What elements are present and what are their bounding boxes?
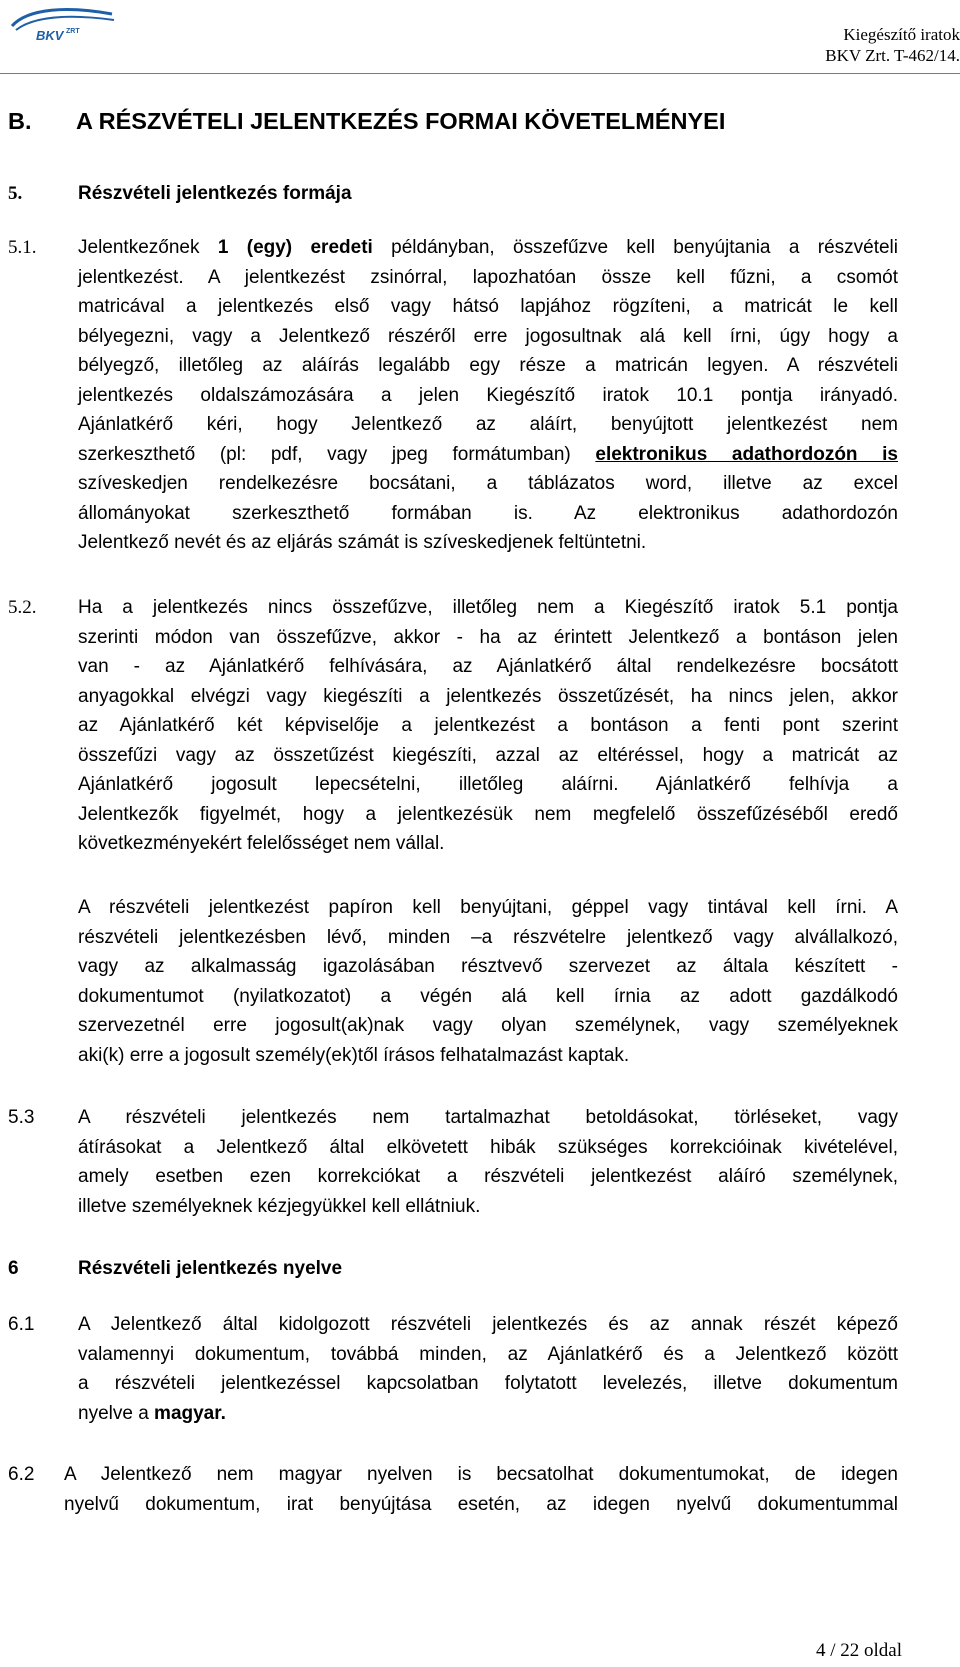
para-line: jelentkezés oldalszámozására a jelen Kiegészítő iratok 10.1 pontja irányadó.: [78, 384, 898, 406]
para-line: A Jelentkező által kidolgozott részvételi jelentkezés és az annak részét képező: [78, 1314, 898, 1335]
para-line: nyelvű dokumentum, irat benyújtása esetén, az idegen nyelvű dokumentummal: [64, 1493, 898, 1515]
para-line: szíveskedjen rendelkezésre bocsátani, a táblázatos word, illetve az excel: [78, 473, 898, 494]
para-line: A részvételi jelentkezés nem tartalmazhat betoldásokat, törléseket, vagy: [78, 1107, 898, 1128]
para-5-1: [78, 233, 898, 558]
section-b-number: B.: [8, 108, 32, 134]
para-6-1: [78, 1310, 898, 1428]
para-6-1-number: 6.1: [8, 1314, 35, 1335]
para-line: szervezetnél erre jogosult(ak)nak vagy olyan személynek, vagy személyeknek: [78, 1015, 898, 1036]
text-run: szerkeszthető (pl: pdf, vagy jpeg formátumban): [78, 443, 596, 465]
underlined-run: elektronikus adathordozón is: [595, 443, 898, 465]
para-line: van - az Ajánlatkérő felhívására, az Ajánlatkérő által rendelkezésre bocsátott: [78, 656, 898, 677]
section-b-heading: [8, 108, 725, 135]
text-run: nyelve a: [78, 1402, 155, 1424]
para-line: Jelentkező nevét és az eljárás számát is szíveskedjenek feltüntetni.: [78, 532, 647, 553]
para-line: A Jelentkező nem magyar nyelven is becsatolhat dokumentumokat, de idegen: [64, 1464, 898, 1485]
para-line: illetve személyeknek kézjegyükkel kell ellátniuk.: [78, 1195, 481, 1217]
para-line: az Ajánlatkérő két képviselője a jelentkezést a bontáson a fenti pont szerint: [78, 715, 898, 736]
para-line: [78, 233, 898, 263]
section-b-title: A RÉSZVÉTELI JELENTKEZÉS FORMAI KÖVETELMÉNYEI: [76, 108, 726, 134]
para-5-2: [78, 593, 898, 859]
bold-run: 1 (egy) eredeti: [217, 237, 373, 258]
para-line: összefűzi vagy az összetűzést kiegészíti, azzal az eltéréssel, hogy a matricát az: [78, 744, 898, 766]
doc-title: Kiegészítő iratok: [843, 25, 960, 44]
para-line: a részvételi jelentkezéssel kapcsolatban folytatott levelezés, illetve dokumentum: [78, 1373, 898, 1394]
para-5-2-continued: [78, 893, 898, 1070]
text-run: példányban, összefűzve kell benyújtania a részvételi: [372, 237, 898, 258]
para-line: dokumentumot (nyilatkozatot) a végén alá kell írnia az adott gazdálkodó: [78, 985, 898, 1007]
doc-ref: BKV Zrt. T-462/14.: [825, 46, 960, 65]
section-5-number: 5.: [8, 183, 23, 204]
para-line: következményekért felelősséget nem vállal.: [78, 833, 445, 854]
para-line: matricával a jelentkezés első vagy hátsó lapjához rögzíteni, a matricát le kell: [78, 296, 898, 317]
para-5-2-number: 5.2.: [8, 597, 37, 618]
page-number: 4 / 22 oldal: [815, 1640, 902, 1661]
para-line: [78, 440, 898, 470]
header-doc-info: [700, 24, 960, 66]
para-6-2: [64, 1460, 898, 1519]
para-line: bélyegezni, vagy a Jelentkező részéről erre jogosultnak alá kell írni, úgy hogy a: [78, 325, 898, 347]
para-line: aki(k) erre a jogosult személy(ek)től írásos felhatalmazást kaptak.: [78, 1044, 630, 1066]
para-line: részvételi jelentkezésben lévő, minden –a részvételre jelentkező vagy alvállalkozó,: [78, 926, 898, 948]
text-run: Jelentkezőnek: [78, 237, 218, 258]
para-line: valamennyi dokumentum, továbbá minden, az Ajánlatkérő és a Jelentkező között: [78, 1343, 898, 1365]
bkv-logo: [8, 4, 118, 48]
para-5-3-number: 5.3: [8, 1107, 35, 1128]
para-line: bélyegző, illetőleg az aláírás legalább egy része a matricán legyen. A részvételi: [78, 355, 898, 376]
para-line: vagy az alkalmasság igazolásában résztvevő szervezet az általa készített -: [78, 956, 898, 977]
para-line: jelentkezést. A jelentkezést zsinórral, lapozhatóan össze kell fűzni, a csomót: [78, 266, 898, 288]
para-line: anyagokkal elvégzi vagy kiegészíti a jelentkezés összetűzését, ha nincs jelen, akkor: [78, 685, 898, 707]
bold-run: magyar.: [154, 1402, 226, 1424]
para-line: állományokat szerkeszthető formában is. Az elektronikus adathordozón: [78, 502, 898, 524]
para-line: amely esetben ezen korrekciókat a részvételi jelentkezést aláíró személynek,: [78, 1166, 898, 1187]
para-line: szerinti módon van összefűzve, akkor - ha az érintett Jelentkező a bontáson jelen: [78, 626, 898, 648]
section-6-heading: [8, 1258, 342, 1280]
header-divider: [0, 73, 960, 74]
logo-text: BKV: [36, 28, 64, 43]
para-line: Ajánlatkérő kéri, hogy Jelentkező az aláírt, benyújtott jelentkezést nem: [78, 414, 898, 435]
section-6-number: 6: [8, 1258, 19, 1279]
para-5-3: [78, 1103, 898, 1221]
para-line: Ha a jelentkezés nincs összefűzve, illetőleg nem a Kiegészítő iratok 5.1 pontja: [78, 597, 898, 618]
section-5-heading: [8, 183, 352, 205]
para-line: Ajánlatkérő jogosult lepecsételni, illetőleg aláírni. Ajánlatkérő felhívja a: [78, 774, 898, 795]
para-6-2-number: 6.2: [8, 1464, 35, 1485]
para-5-1-number: 5.1.: [8, 237, 37, 258]
section-5-title: Részvételi jelentkezés formája: [78, 183, 352, 204]
para-line: [78, 1399, 898, 1429]
logo-sup: ZRT: [66, 28, 80, 35]
para-line: átírásokat a Jelentkező által elkövetett hibák szükséges korrekcióinak kivételével,: [78, 1136, 898, 1158]
section-6-title: Részvételi jelentkezés nyelve: [78, 1258, 343, 1279]
para-line: Jelentkezők figyelmét, hogy a jelentkezésük nem megfelelő összefűzéséből eredő: [78, 803, 898, 825]
para-line: A részvételi jelentkezést papíron kell benyújtani, géppel vagy tintával kell írni. A: [78, 897, 898, 918]
